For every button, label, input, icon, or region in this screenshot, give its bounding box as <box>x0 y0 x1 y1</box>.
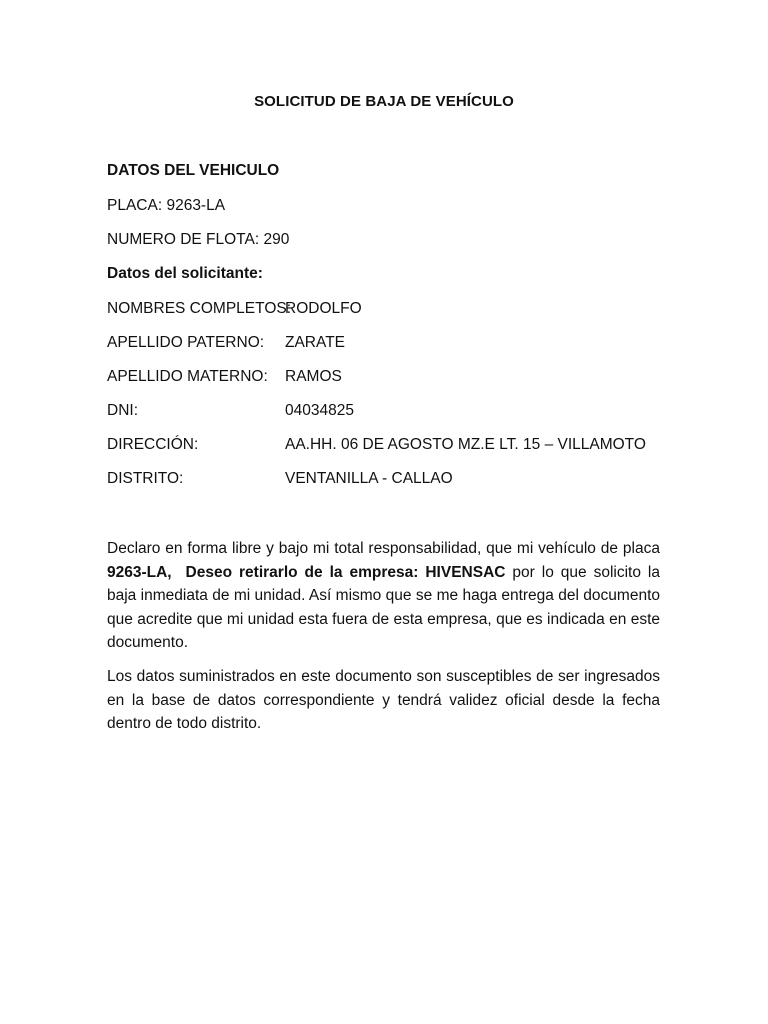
field-label-nombres: NOMBRES COMPLETOS: <box>107 300 292 317</box>
declaration-spacer <box>172 564 186 581</box>
vehicle-section-heading: DATOS DEL VEHICULO <box>107 162 280 179</box>
placa-row <box>107 196 225 216</box>
document-title: SOLICITUD DE BAJA DE VEHÍCULO <box>254 93 514 110</box>
declaration-empresa-bold: Deseo retirarlo de la empresa: HIVENSAC <box>185 563 506 581</box>
flota-label: NUMERO DE FLOTA: <box>107 231 260 248</box>
field-label-dni: DNI: <box>107 402 138 419</box>
applicant-section-heading: Datos del solicitante: <box>107 265 263 282</box>
placa-label: PLACA: <box>107 197 163 214</box>
declaration-paragraph-1 <box>107 537 660 655</box>
field-value-apellido-paterno: ZARATE <box>285 334 345 351</box>
field-value-dni: 04034825 <box>285 402 354 419</box>
field-value-nombres: RODOLFO <box>285 300 362 317</box>
flota-value: 290 <box>263 231 290 248</box>
placa-value: 9263-LA <box>166 197 226 214</box>
declaration-text-2: por lo que solicito la baja inmediata de mi unidad. Así mismo que se me haga entrega del documento que acredite que mi unidad esta fuera de esta empresa, que es indicada en este documento. <box>107 563 660 651</box>
flota-row <box>107 230 289 250</box>
declaration-text-1: Declaro en forma libre y bajo mi total responsabilidad, que mi vehículo de placa <box>107 540 660 557</box>
field-value-distrito: VENTANILLA - CALLAO <box>285 470 453 487</box>
field-label-direccion: DIRECCIÓN: <box>107 436 199 453</box>
field-label-apellido-paterno: APELLIDO PATERNO: <box>107 334 265 351</box>
field-value-direccion: AA.HH. 06 DE AGOSTO MZ.E LT. 15 – VILLAMOTO <box>285 436 646 453</box>
field-label-distrito: DISTRITO: <box>107 470 184 487</box>
field-value-apellido-materno: RAMOS <box>285 368 342 385</box>
declaration-placa-bold: 9263-LA, <box>107 563 172 581</box>
field-label-apellido-materno: APELLIDO MATERNO: <box>107 368 268 385</box>
declaration-paragraph-2: Los datos suministrados en este documento son susceptibles de ser ingresados en la base de datos correspondiente y tendrá validez oficial desde la fecha dentro de todo distrito. <box>107 668 660 732</box>
